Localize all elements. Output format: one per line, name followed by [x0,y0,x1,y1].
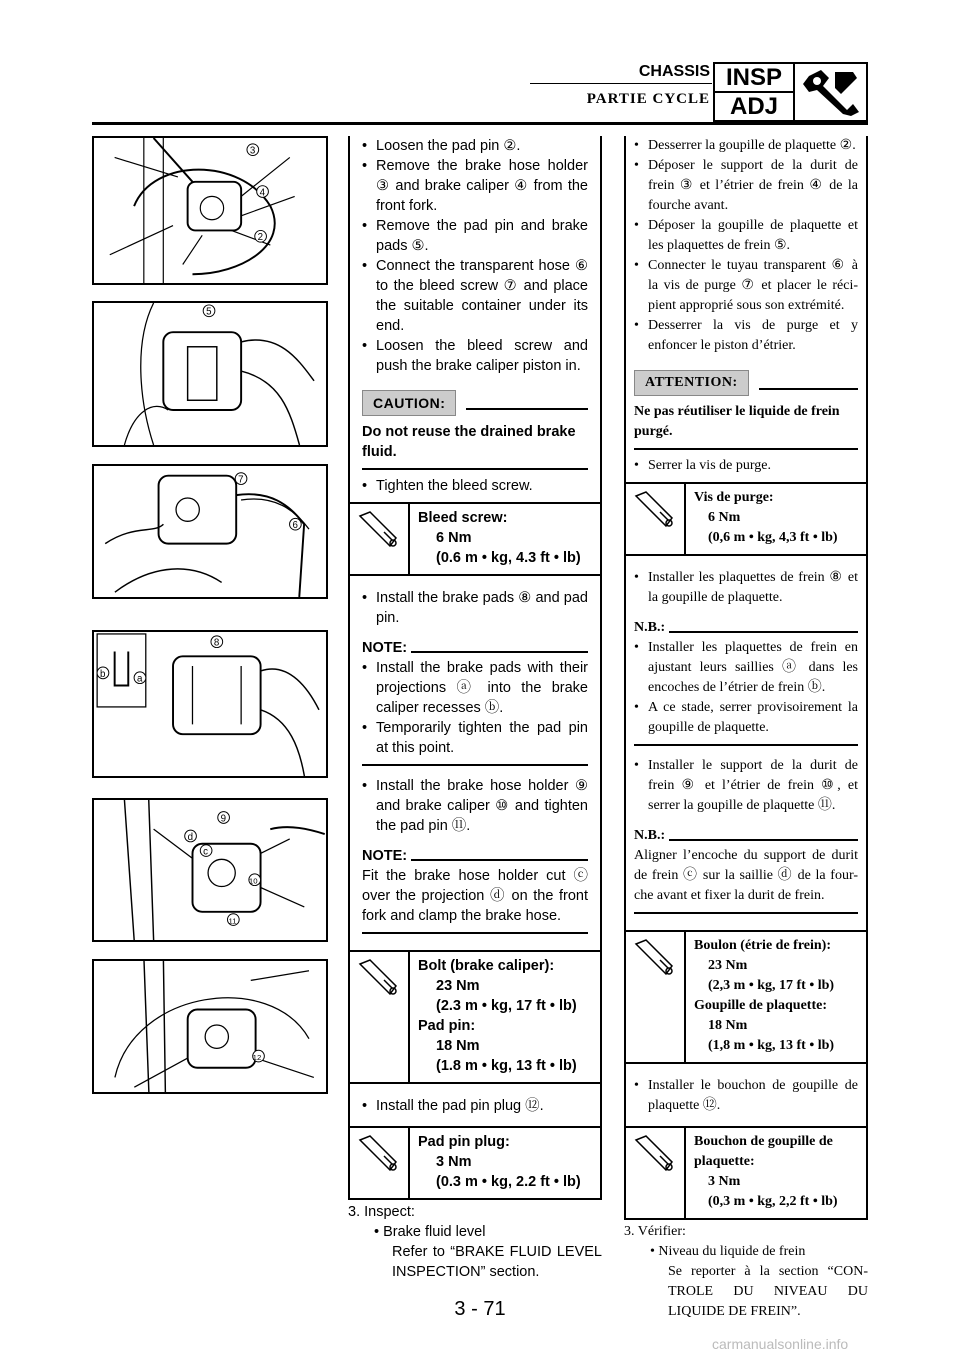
spec-value: 3 Nm [436,1154,472,1170]
spec-alt: (1,8 m • kg, 13 ft • lb) [708,1038,835,1053]
step-item: • Déposer le support de la durit de frein ③ et l’étrier de frein ④ de la fourche avant. [634,156,858,216]
header-rule [92,122,868,125]
torque-spec-caliper-bolt [350,950,600,1084]
torque-spec-plug [626,1126,866,1220]
note-heading [362,846,588,866]
note-list [362,658,588,758]
figure-pad-pin-plug [92,959,328,1094]
badge-insp: INSP [715,64,793,93]
step-item: • Déposer la goupille de plaquette et les plaquettes de frein ⑤. [634,216,858,256]
callout-label: a [137,673,143,685]
inspect-section [348,1202,602,1282]
callout-label: 10 [248,876,258,886]
note-label: N.B.: [634,828,666,843]
note-label: NOTE: [362,640,408,656]
torque-wrench-icon [626,1128,686,1218]
callout-label: 8 [213,637,220,649]
figure-caliper-removal [92,136,328,285]
step-item: • Remove the pad pin and brake pads ⑤. [362,216,588,256]
torque-wrench-icon [626,932,686,1062]
torque-spec-caliper-bolt [626,930,866,1064]
torque-wrench-icon [626,484,686,554]
torque-spec-bleed-screw [350,502,600,576]
figure-pad-install [92,630,328,778]
callout-label: 3 [249,145,256,157]
spec-name: Bleed screw: [418,510,508,526]
note-label: N.B.: [634,620,666,635]
callout-label: 4 [259,187,266,199]
spec-alt: (1.8 m • kg, 13 ft • lb) [436,1058,577,1074]
note-item: • Temporarily tighten the pad pin at this point. [362,718,588,758]
spec-name: Goupille de plaquette: [694,998,828,1013]
steps-list [634,136,858,356]
note-text: Fit the brake hose holder cut ⓒ over the projection ⓓ on the front fork and clamp the brake hose. [362,868,588,924]
step-item: • Connect the transparent hose ⑥ to the bleed screw ⑦ and place the suitable container under its end. [362,256,588,336]
step-item: • Installer le support de la durit de frein ⑨ et l’étrier de frein ⑩, et serrer la goupille de plaquette ⑪. [634,756,858,816]
inspect-title: 3. Vérifier: [624,1224,686,1239]
insp-adj-badge [713,62,868,122]
spec-value: 18 Nm [708,1018,748,1033]
spec-name: Vis de purge: [694,490,774,505]
column-english [348,136,602,1282]
inspect-item: • Brake fluid level [374,1224,486,1240]
step-item: • Desserrer la vis de purge et y enfoncer le piston d’étrier. [634,316,858,356]
inspect-title: 3. Inspect: [348,1204,415,1220]
callout-label: c [203,846,209,858]
callout-label: 9 [220,813,227,825]
callout-label: d [187,831,194,843]
figure-caliper-install [92,798,328,942]
caution-text: Ne pas réutiliser le liquide de frein purgé. [634,404,840,439]
torque-wrench-icon [350,952,410,1082]
callout-label: 6 [292,520,298,532]
step-item: • Remove the brake hose holder ③ and brake caliper ④ from the front fork. [362,156,588,216]
spec-alt: (2.3 m • kg, 17 ft • lb) [436,998,577,1014]
callout-label: b [100,668,106,680]
step-item: • Loosen the pad pin ②. [362,136,588,156]
caution-block [634,370,858,450]
note-label: NOTE: [362,848,408,864]
badge-adj: ADJ [729,93,778,120]
callout-label: 7 [238,474,244,486]
caution-label: CAUTION: [362,390,456,416]
step-item: • Installer les plaquettes de frein ⑧ et la goupille de plaquette. [634,568,858,608]
step-item: • Desserrer la goupille de plaquette ②. [634,136,858,156]
note-heading [634,826,858,846]
spec-name: Pad pin: [418,1018,476,1034]
note-heading [362,638,588,658]
spec-name: Bolt (brake caliper): [418,958,555,974]
spec-alt: (0,3 m • kg, 2,2 ft • lb) [708,1194,838,1209]
note-text: Aligner l’encoche du support de durit de frein ⓒ sur la saillie ⓓ de la four- che avant et fixer la durit de frein. [634,848,858,903]
step-item: • Install the brake hose holder ⑨ and brake caliper ⑩ and tighten the pad pin ⑪. [362,776,588,836]
torque-spec-plug [350,1126,600,1200]
inspect-ref: Refer to “BRAKE FLUID LEVEL INSPECTION” section. [392,1244,602,1280]
torque-spec-bleed-screw [626,482,866,556]
spec-alt: (0,6 m • kg, 4,3 ft • lb) [708,530,838,545]
page-number: 3 - 71 [454,1298,506,1320]
note-heading [634,618,858,638]
inspect-item: • Niveau du liquide de frein [650,1244,806,1259]
note-list [634,638,858,738]
spec-name: Bouchon de goupille de plaquette: [694,1134,833,1169]
figure-bleed-hose [92,464,328,599]
column-french [624,136,868,1322]
step-item: • Install the pad pin plug ⑫. [362,1096,588,1116]
callout-label: 2 [257,232,264,244]
callout-label: 11 [228,916,237,926]
step-item: • Loosen the bleed screw and push the brake caliper piston in. [362,336,588,376]
section-title-en: CHASSIS [638,63,710,80]
step-item: • Tighten the bleed screw. [362,476,588,496]
spec-alt: (2,3 m • kg, 17 ft • lb) [708,978,835,993]
note-item: • Installer les plaquettes de frein en ajustant leurs saillies ⓐ dans les encoches de l’étrier de frein ⓑ. [634,638,858,698]
step-item: • Installer le bouchon de goupille de plaquette ⑫. [634,1076,858,1116]
step-item: • Install the brake pads ⑧ and pad pin. [362,588,588,628]
spec-value: 23 Nm [436,978,480,994]
spec-alt: (0.3 m • kg, 2.2 ft • lb) [436,1174,581,1190]
inspect-ref: Se reporter à la section “CON- TROLE DU NIVEAU DU LIQUIDE DE FREIN”. [668,1264,868,1319]
torque-wrench-icon [350,504,410,574]
caution-text: Do not reuse the drained brake fluid. [362,424,576,460]
note-item: • Install the brake pads with their projections ⓐ into the brake caliper recesses ⓑ. [362,658,588,718]
section-title-fr: PARTIE CYCLE [586,91,710,107]
note-item: • A ce stade, serrer provisoirement la goupille de plaquette. [634,698,858,738]
spec-value: 3 Nm [708,1174,741,1189]
spec-value: 18 Nm [436,1038,480,1054]
steps-list [362,136,588,376]
caution-block [362,390,588,470]
header-divider [530,83,712,84]
figure-pad-removal [92,301,328,447]
torque-wrench-icon [350,1128,410,1198]
spec-name: Boulon (étrie de frein): [694,938,831,953]
spec-value: 6 Nm [708,510,741,525]
wrench-icon [795,66,865,118]
step-item: • Serrer la vis de purge. [634,456,858,476]
spec-value: 23 Nm [708,958,748,973]
spec-value: 6 Nm [436,530,472,546]
spec-name: Pad pin plug: [418,1134,510,1150]
caution-label: ATTENTION: [634,370,749,396]
callout-label: 5 [206,306,212,318]
callout-label: 12 [252,1052,262,1062]
watermark: carmanualsonline.info [712,1336,849,1352]
spec-alt: (0.6 m • kg, 4.3 ft • lb) [436,550,581,566]
step-item: • Connecter le tuyau transparent ⑥ à la vis de purge ⑦ et placer le réci- pient approprié sous son extrémité. [634,256,858,316]
